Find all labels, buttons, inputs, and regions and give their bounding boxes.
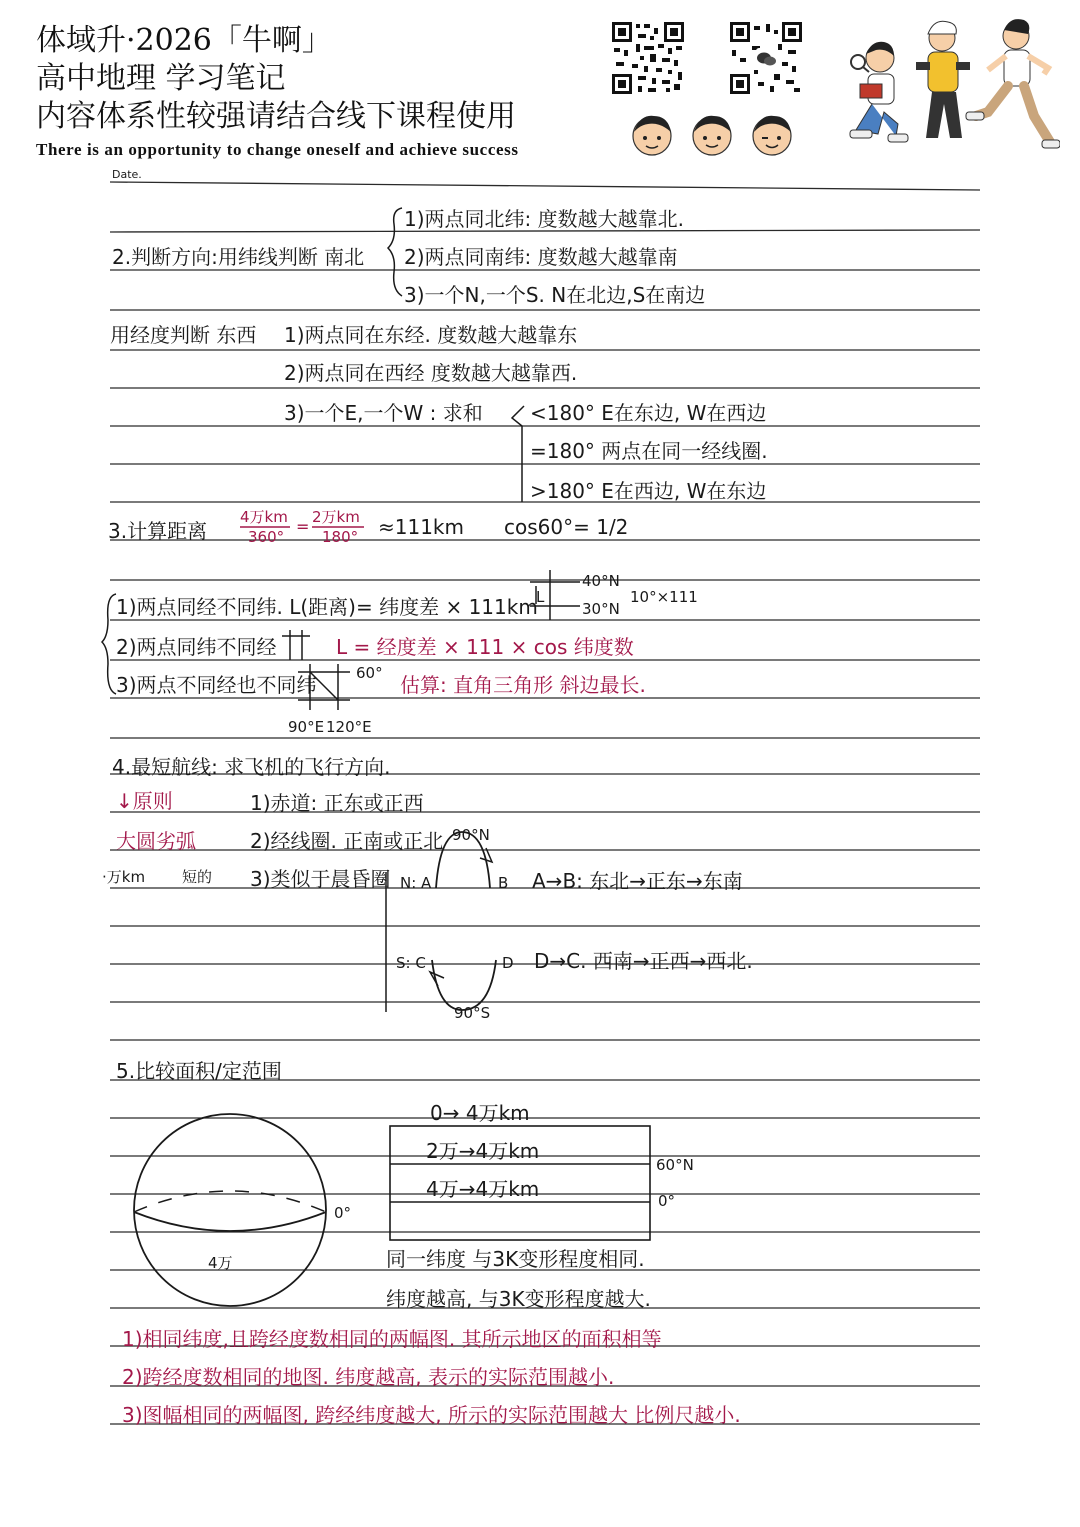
section-3-title: 3.计算距离 [108, 519, 208, 543]
section-5-title: 5.比较面积/定范围 [116, 1059, 282, 1083]
header-tagline: There is an opportunity to change oneself and achieve success [36, 140, 519, 159]
south-pole-label: 90°S [454, 1004, 491, 1022]
diagram-90e: 90°E [288, 718, 325, 736]
brace [512, 406, 524, 502]
great-circle-label: 大圆劣弧 [116, 829, 196, 853]
section-2-title: 2.判断方向:用纬线判断 南北 [112, 245, 365, 269]
route-a-to-b: A→B: 东北→正东→东南 [532, 869, 743, 893]
equator-front [134, 1212, 326, 1231]
distance-case-2-label: 2)两点同纬不同经 [116, 635, 277, 659]
diagram-120e: 120°E [326, 718, 372, 736]
point-a-label: N: A [400, 874, 432, 892]
conclusion-1: 1)相同纬度,且跨经度数相同的两幅图. 其所示地区的面积相等 [122, 1327, 662, 1351]
principle-label: ↓原则 [116, 789, 173, 813]
point-b-label: B [498, 874, 509, 892]
notebook-page [100, 160, 990, 1490]
distance-case-1: 1)两点同经不同纬. L(距离)= 纬度差 × 111km [116, 595, 538, 619]
lon-rule-3: 3)一个E,一个W : 求和 [284, 401, 483, 425]
route-case-2: 2)经线圈. 正南或正北 [250, 829, 444, 853]
route-case-3: 3)类似于晨昏圈 [250, 867, 391, 891]
wechat-qr-code-icon [728, 20, 804, 96]
deformation-note-1: 同一纬度 与3K变形程度相同. [386, 1247, 645, 1271]
km-note: ·万km [102, 868, 146, 886]
svg-text:=: = [296, 517, 310, 536]
globe-equator-label: 0° [334, 1204, 352, 1222]
row-equator: 4万→4万km [426, 1177, 540, 1201]
brace [102, 594, 116, 694]
fraction-2-denominator: 180° [322, 528, 359, 546]
page-header [36, 22, 616, 160]
diagram-40n: 40°N [582, 572, 620, 590]
globe-length-label: 4万 [208, 1254, 233, 1272]
route-case-1: 1)赤道: 正东或正西 [250, 791, 424, 815]
lat-rule-2: 2)两点同南纬: 度数越大越靠南 [404, 245, 678, 269]
point-c-label: S: C [396, 954, 426, 972]
sum-case-1: <180° E在东边, W在西边 [530, 401, 767, 425]
distance-case-2-formula: L = 经度差 × 111 × cos 纬度数 [336, 635, 634, 659]
lon-rule-2: 2)两点同在西经 度数越大越靠西. [284, 361, 578, 385]
diagram-60: 60° [356, 664, 383, 682]
header-title: 体域升·2026「牛啊」 [36, 23, 332, 58]
header-subject: 高中地理 学习笔记 [36, 61, 286, 96]
deformation-note-2: 纬度越高, 与3K变形程度越大. [386, 1287, 651, 1311]
fraction-1-denominator: 360° [248, 528, 285, 546]
fraction-2-numerator: 2万km [312, 508, 360, 526]
north-pole-label: 90°N [452, 826, 490, 844]
approx-value: ≈111km [378, 515, 464, 539]
lat-rule-1: 1)两点同北纬: 度数越大越靠北. [404, 207, 684, 231]
qr-code-icon [610, 20, 686, 96]
point-d-label: D [502, 954, 514, 972]
label-0: 0° [658, 1192, 676, 1210]
header-note: 内容体系性较强请结合线下课程使用 [36, 99, 516, 134]
cartoon-face-icon [630, 112, 795, 158]
diagram-30n: 30°N [582, 600, 620, 618]
date-label: Date. [112, 168, 142, 181]
section-4-title: 4.最短航线: 求飞机的飞行方向. [112, 755, 391, 779]
short-note: 短的 [182, 868, 213, 886]
conclusion-3: 3)图幅相同的两幅图, 跨经纬度越大, 所示的实际范围越大 比例尺越小. [122, 1403, 741, 1427]
lon-rule-1: 1)两点同在东经. 度数越大越靠东 [284, 323, 578, 347]
fraction-1-numerator: 4万km [240, 508, 288, 526]
label-60n: 60°N [656, 1156, 694, 1174]
distance-case-3-label: 3)两点不同经也不同纬 [116, 673, 317, 697]
diagram-L: L [536, 588, 545, 606]
row-pole: 0→ 4万km [430, 1101, 530, 1125]
conclusion-2: 2)跨经度数相同的地图. 纬度越高, 表示的实际范围越小. [122, 1365, 615, 1389]
diagram-calc: 10°×111 [630, 588, 698, 606]
lon-title: 用经度判断 东西 [110, 323, 257, 347]
brace [388, 208, 402, 296]
cos-note: cos60°= 1/2 [504, 515, 629, 539]
lat-rule-3: 3)一个N,一个S. N在北边,S在南边 [404, 283, 706, 307]
cartoon-people-illustration [838, 12, 1060, 162]
sum-case-3: >180° E在西边, W在东边 [530, 479, 767, 503]
route-d-to-c: D→C. 西南→正西→西北. [534, 949, 753, 973]
row-60n: 2万→4万km [426, 1139, 540, 1163]
globe-diagram [134, 1114, 326, 1306]
sum-case-2: =180° 两点在同一经线圈. [530, 439, 768, 463]
distance-case-3-estimate: 估算: 直角三角形 斜边最长. [400, 673, 646, 697]
